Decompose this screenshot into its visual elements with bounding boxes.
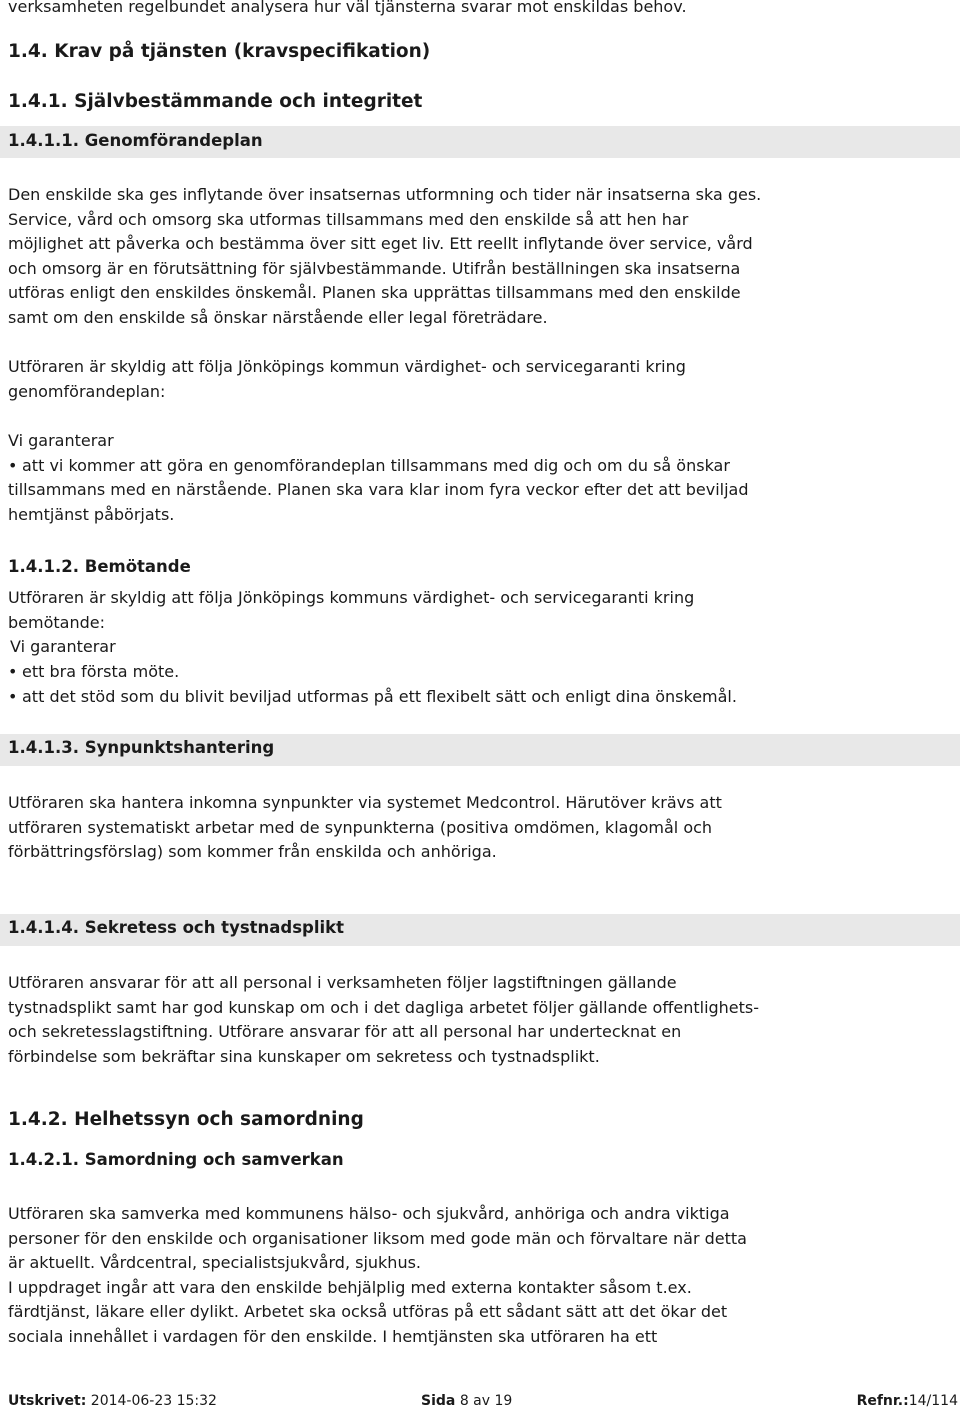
text-line: utföras enligt den enskildes önskemål. Planen ska upprättas tillsammans med den enskilde xyxy=(8,283,741,303)
heading-1-4-1-1: 1.4.1.1. Genomförandeplan xyxy=(8,131,263,150)
list-item-continuation xyxy=(8,478,749,527)
footer-page xyxy=(421,1393,512,1409)
bullet-icon: • xyxy=(8,687,18,706)
paragraph-synpunkter xyxy=(8,791,722,865)
text-line: utföraren systematiskt arbetar med de synpunkterna (positiva omdömen, klagomål och xyxy=(8,817,713,837)
text-line: förbättringsförslag) som kommer från enskilda och anhöriga. xyxy=(8,842,497,862)
text-line: Utföraren ska hantera inkomna synpunkter via systemet Medcontrol. Härutöver krävs att xyxy=(8,793,722,812)
list-item: • att vi kommer att göra en genomförandeplan tillsammans med dig och om du så önskar xyxy=(8,454,730,479)
list-item: • att det stöd som du blivit beviljad utformas på ett flexibelt sätt och enligt dina önskemål. xyxy=(8,685,737,710)
text-line: Utföraren ska samverka med kommunens hälso- och sjukvård, anhöriga och andra viktiga xyxy=(8,1204,730,1223)
paragraph-sekretess xyxy=(8,971,759,1069)
text-line: färdtjänst, läkare eller dylikt. Arbetet ska också utföras på ett sådant sätt att det ökar det xyxy=(8,1302,728,1322)
text-line: Utföraren är skyldig att följa Jönköpings kommun värdighet- och servicegaranti kring xyxy=(8,357,686,376)
heading-1-4: 1.4. Krav på tjänsten (kravspecifikation) xyxy=(8,41,431,62)
text-line: förbindelse som bekräftar sina kunskaper om sekretess och tystnadsplikt. xyxy=(8,1046,600,1066)
guarantee-label: Vi garanterar xyxy=(8,431,114,450)
footer-page-value: 8 av 19 xyxy=(459,1393,513,1409)
text-line: och omsorg är en förutsättning för självbestämmande. Utifrån beställningen ska insatserna xyxy=(8,258,741,278)
text-line: Service, vård och omsorg ska utformas tillsammans med den enskilde så att hen har xyxy=(8,209,689,229)
text-line: Den enskilde ska ges inflytande över insatsernas utformning och tider när insatserna ska ges. xyxy=(8,185,762,204)
heading-1-4-2: 1.4.2. Helhetssyn och samordning xyxy=(8,1109,364,1130)
text-line: samt om den enskilde så önskar närstående eller legal företrädare. xyxy=(8,307,548,327)
text-line: bemötande: xyxy=(8,612,105,632)
text-line: är aktuellt. Vårdcentral, specialistsjukvård, sjukhus. xyxy=(8,1253,422,1273)
text-line: genomförandeplan: xyxy=(8,381,166,401)
guarantee-label: Vi garanterar xyxy=(10,637,116,656)
footer-ref-label: Refnr.: xyxy=(856,1393,909,1409)
heading-1-4-1-2: 1.4.1.2. Bemötande xyxy=(8,557,191,576)
text-line: I uppdraget ingår att vara den enskilde behjälplig med externa kontakter såsom t.ex. xyxy=(8,1277,692,1297)
heading-1-4-1-3: 1.4.1.3. Synpunktshantering xyxy=(8,738,275,757)
text-line: möjlighet att påverka och bestämma över sitt eget liv. Ett reellt inflytande över service, vård xyxy=(8,234,753,254)
paragraph-bemotande xyxy=(8,586,694,635)
text-line: och sekretesslagstiftning. Utförare ansvarar för att all personal har undertecknat en xyxy=(8,1022,682,1042)
footer-ref xyxy=(857,1393,958,1409)
text-line: sociala innehållet i vardagen för den enskilde. I hemtjänsten ska utföraren ha ett xyxy=(8,1326,658,1346)
footer-printed-value: 2014-06-23 15:32 xyxy=(90,1393,217,1409)
top-line: verksamheten regelbundet analysera hur väl tjänsterna svarar mot enskildas behov. xyxy=(8,0,687,16)
paragraph-vardighetsgaranti xyxy=(8,355,686,404)
text-line: hemtjänst påbörjats. xyxy=(8,504,175,524)
text-line: tystnadsplikt samt har god kunskap om och i det dagliga arbetet följer gällande offentlighets- xyxy=(8,997,760,1017)
bullet-icon: • xyxy=(8,662,18,681)
footer-printed xyxy=(8,1393,217,1409)
footer-ref-value: 14/114 xyxy=(908,1393,958,1409)
paragraph-inflytande xyxy=(8,183,761,331)
heading-1-4-1-4: 1.4.1.4. Sekretess och tystnadsplikt xyxy=(8,918,345,937)
footer-page-label: Sida xyxy=(421,1393,456,1409)
footer-printed-label: Utskrivet: xyxy=(8,1393,87,1409)
heading-1-4-1: 1.4.1. Självbestämmande och integritet xyxy=(8,91,423,112)
list-item: • ett bra första möte. xyxy=(8,660,179,685)
paragraph-samverkan xyxy=(8,1202,747,1350)
bullet-icon: • xyxy=(8,456,18,475)
text-line: Utföraren är skyldig att följa Jönköpings kommuns värdighet- och servicegaranti kring xyxy=(8,588,695,607)
text-line: Utföraren ansvarar för att all personal i verksamheten följer lagstiftningen gällande xyxy=(8,973,677,992)
heading-1-4-2-1: 1.4.2.1. Samordning och samverkan xyxy=(8,1150,344,1169)
text-line: tillsammans med en närstående. Planen ska vara klar inom fyra veckor efter det att beviljad xyxy=(8,480,749,499)
text-line: personer för den enskilde och organisationer liksom med gode män och förvaltare när detta xyxy=(8,1228,747,1248)
